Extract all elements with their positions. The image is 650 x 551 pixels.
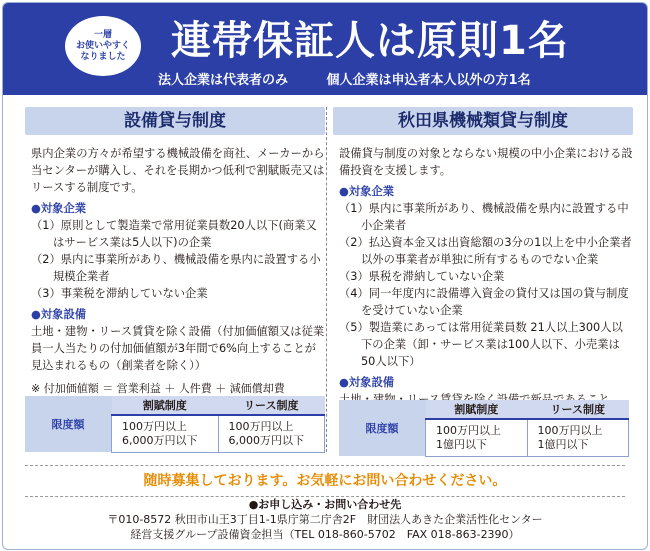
left-limit-table (25, 396, 325, 453)
contact-address: 〒010-8572 秋田市山王3丁目1-1県庁第二庁舎2F 財団法人あきた企業活性化センター (107, 513, 543, 526)
right-equipment-heading: ●対象設備 (339, 376, 395, 389)
left-target-heading: ●対象企業 (31, 202, 87, 215)
right-target-item: （3）県税を滞納していない企業 (339, 270, 505, 283)
table-header-lease: リース制度 (527, 400, 629, 419)
right-target-item: （2）払込資本金又は出資総額の3分の1以上を中小企業者以外の事業者が単独に所有するものでない企業 (339, 236, 632, 266)
subtitle (158, 69, 531, 88)
table-header-lease: リース制度 (218, 396, 325, 415)
left-column-title: 設備貸与制度 (25, 107, 325, 135)
badge-line-3: なりました (80, 51, 126, 62)
subtitle-individual: 個人企業は申込者本人以外の方1名 (326, 73, 531, 88)
right-column (333, 107, 633, 408)
recruit-banner: 随時募集しております。お気軽にお問い合わせください。 (25, 465, 625, 497)
right-target-item: （4）同一年度内に設備導入資金の貸付又は国の貸与制度を受けていない企業 (339, 287, 629, 317)
page-title: 連帯保証人は原則1名 (171, 18, 569, 64)
cell-line: 100万円以上 (537, 423, 603, 437)
limit-label: 限度額 (339, 400, 426, 456)
left-intro: 県内企業の方々が希望する機械設備を商社、メーカーから当センターが購入し、それを長期かつ低利で割賦販売又はリースする制度です。 (31, 147, 325, 194)
left-target-item: （1）原則として製造業で常用従業員数20人以下(商業又はサービス業は5人以下)の企業 (31, 219, 317, 249)
contact-info (3, 497, 647, 542)
left-equipment-heading: ●対象設備 (31, 308, 87, 321)
right-target-heading: ●対象企業 (339, 185, 395, 198)
cell-line: 1億円以下 (436, 437, 487, 451)
right-target-item: （1）県内に事業所があり、機械設備を県内に設置する中小企業者 (339, 202, 629, 232)
badge-circle (65, 16, 141, 76)
contact-department: 経営支援グループ設備資金担当（TEL 018-860-5702 FAX 018-863-2390） (130, 528, 520, 541)
cell-line: 6,000万円以下 (122, 433, 198, 447)
left-target-item: （3）事業税を滞納していない企業 (31, 287, 208, 300)
left-equipment-text: 土地・建物・リース賃貸を除く設備（付加価値額又は従業員一人当たりの付加価値額が3年間で6%向上することが見込まれるもの（創業者を除く）） (31, 325, 325, 372)
right-limit-table (339, 400, 629, 457)
right-column-title: 秋田県機械類貸与制度 (333, 107, 633, 135)
value-added-formula: ※ 付加価値額 ＝ 営業利益 ＋ 人件費 ＋ 減価償却費 (31, 382, 285, 395)
subtitle-corporate: 法人企業は代表者のみ (158, 73, 289, 88)
cell-line: 100万円以上 (122, 419, 187, 433)
table-cell-lease (218, 415, 325, 452)
badge-line-2: お使いやすく (75, 40, 130, 51)
cell-line: 6,000万円以下 (228, 433, 304, 447)
contact-heading: ●お申し込み・お問い合わせ先 (248, 498, 402, 511)
right-target-item: （5）製造業にあっては常用従業員数 21人以上300人以下の企業（卸・サービス業は100人以下、小売業は50人以下） (339, 321, 623, 368)
table-header-installment: 割賦制度 (426, 400, 528, 419)
table-cell-lease (527, 419, 629, 456)
left-target-item: （2）県内に事業所があり、機械設備を県内に設置する小規模企業者 (31, 253, 321, 283)
left-column (25, 107, 325, 397)
cell-line: 100万円以上 (436, 423, 501, 437)
limit-label: 限度額 (25, 396, 112, 452)
right-intro: 設備貸与制度の対象とならない規模の中小企業における設備投資を支援します。 (339, 147, 633, 177)
cell-line: 1億円以下 (537, 437, 589, 451)
table-cell-installment (112, 415, 219, 452)
header-banner (3, 3, 647, 95)
badge-line-1: 一層 (93, 29, 112, 40)
table-cell-installment (426, 419, 528, 456)
column-divider (326, 107, 327, 452)
cell-line: 100万円以上 (228, 419, 294, 433)
table-header-installment: 割賦制度 (112, 396, 219, 415)
flyer (2, 2, 648, 550)
